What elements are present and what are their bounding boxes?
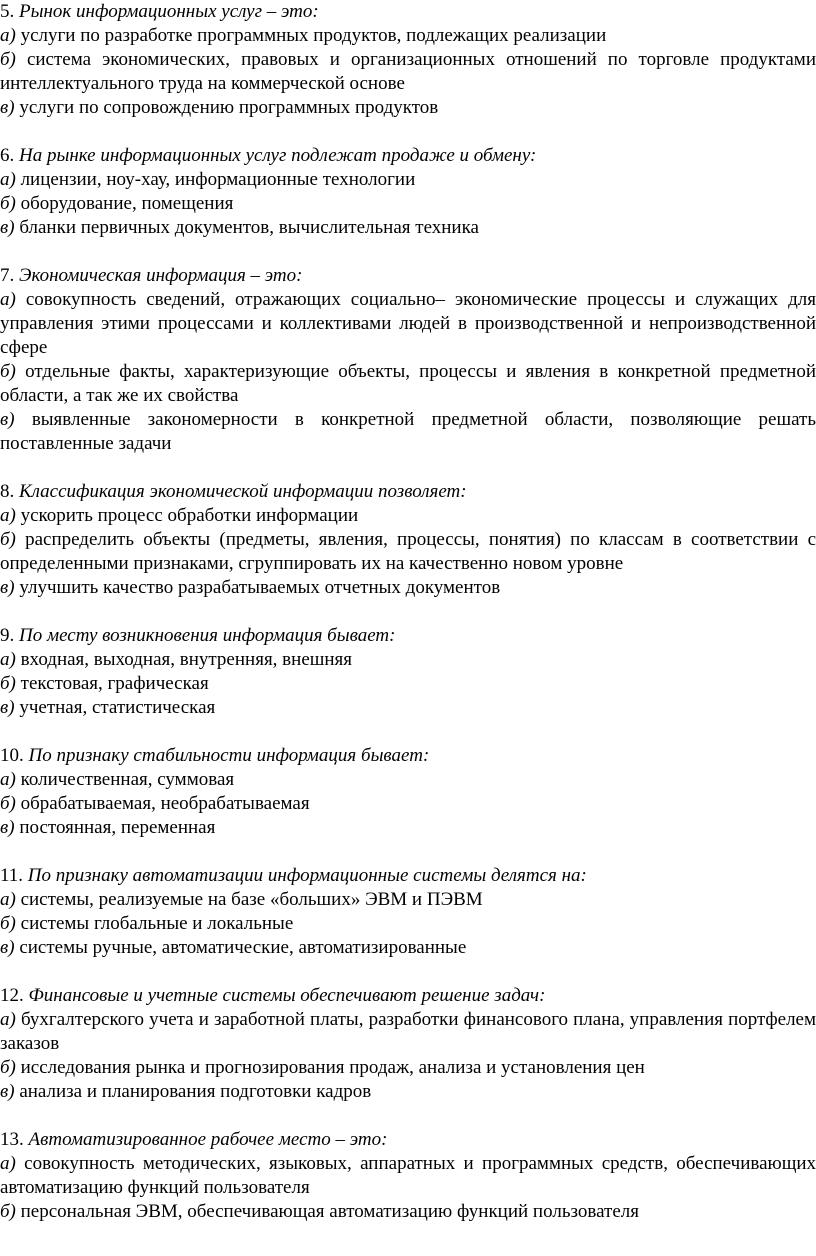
answer-text: улучшить качество разрабатываемых отчетных документов <box>19 577 501 598</box>
question-heading <box>0 984 816 1008</box>
question-11 <box>0 864 816 960</box>
answer-text: распределить объекты (предметы, явления, процессы, понятия) по классам в соответствии с определенными признаками, сгруппировать их на качественно новом уровне <box>0 529 816 574</box>
answer-option-c <box>0 816 816 840</box>
answer-letter: а) <box>0 1153 16 1174</box>
answer-text: системы ручные, автоматические, автоматизированные <box>19 937 467 958</box>
question-heading <box>0 1128 816 1152</box>
answer-letter: а) <box>0 289 16 310</box>
answer-option-b <box>0 528 816 576</box>
question-13 <box>0 1128 816 1224</box>
question-heading <box>0 264 816 288</box>
answer-letter: б) <box>0 193 16 214</box>
question-title: Автоматизированное рабочее место – это: <box>28 1129 388 1150</box>
answer-letter: а) <box>0 25 16 46</box>
question-title: Классификация экономической информации позволяет: <box>19 481 467 502</box>
question-8 <box>0 480 816 600</box>
answer-option-b <box>0 1200 816 1224</box>
answer-text: бланки первичных документов, вычислительная техника <box>19 217 479 238</box>
answer-text: услуги по сопровождению программных продуктов <box>19 97 439 118</box>
answer-option-c <box>0 1080 816 1104</box>
answer-text: оборудование, помещения <box>20 193 234 214</box>
answer-option-a <box>0 24 816 48</box>
question-12 <box>0 984 816 1104</box>
answer-option-a <box>0 288 816 360</box>
answer-option-a <box>0 1152 816 1200</box>
answer-letter: б) <box>0 361 16 382</box>
question-6 <box>0 144 816 240</box>
answer-letter: в) <box>0 697 15 718</box>
answer-option-c <box>0 936 816 960</box>
answer-option-a <box>0 888 816 912</box>
answer-option-b <box>0 1056 816 1080</box>
question-number: 5. <box>0 1 15 22</box>
question-number: 11. <box>0 865 24 886</box>
answer-letter: в) <box>0 577 15 598</box>
question-number: 10. <box>0 745 24 766</box>
answer-letter: в) <box>0 817 15 838</box>
question-10 <box>0 744 816 840</box>
answer-letter: а) <box>0 505 16 526</box>
question-title: Экономическая информация – это: <box>19 265 303 286</box>
answer-letter: а) <box>0 169 16 190</box>
answer-option-c <box>0 216 816 240</box>
answer-text: совокупность сведений, отражающих социально– экономические процессы и служащих для управления этими процессами и коллективами людей в производственной и непроизводственной сфере <box>0 289 816 358</box>
answer-letter: б) <box>0 529 16 550</box>
question-title: Рынок информационных услуг – это: <box>19 1 319 22</box>
question-5 <box>0 0 816 120</box>
answer-option-b <box>0 48 816 96</box>
answer-text: бухгалтерского учета и заработной платы, разработки финансового плана, управления портфелем заказов <box>0 1009 816 1054</box>
answer-option-b <box>0 912 816 936</box>
answer-letter: б) <box>0 1057 16 1078</box>
answer-text: персональная ЭВМ, обеспечивающая автоматизацию функций пользователя <box>20 1201 640 1222</box>
question-number: 13. <box>0 1129 24 1150</box>
question-heading <box>0 144 816 168</box>
question-9 <box>0 624 816 720</box>
answer-letter: а) <box>0 1009 16 1030</box>
question-number: 12. <box>0 985 24 1006</box>
answer-option-b <box>0 360 816 408</box>
answer-letter: в) <box>0 217 15 238</box>
answer-letter: б) <box>0 793 16 814</box>
question-heading <box>0 624 816 648</box>
answer-option-c <box>0 696 816 720</box>
answer-letter: а) <box>0 649 16 670</box>
answer-option-c <box>0 576 816 600</box>
answer-text: системы глобальные и локальные <box>20 913 294 934</box>
answer-option-a <box>0 648 816 672</box>
answer-letter: в) <box>0 409 15 430</box>
answer-option-c <box>0 408 816 456</box>
question-heading <box>0 480 816 504</box>
answer-letter: а) <box>0 889 16 910</box>
answer-option-b <box>0 192 816 216</box>
answer-text: постоянная, переменная <box>19 817 216 838</box>
answer-text: выявленные закономерности в конкретной предметной области, позволяющие решать поставленные задачи <box>0 409 816 454</box>
question-number: 6. <box>0 145 15 166</box>
answer-text: системы, реализуемые на базе «больших» ЭВМ и ПЭВМ <box>20 889 483 910</box>
answer-letter: в) <box>0 97 15 118</box>
answer-text: услуги по разработке программных продуктов, подлежащих реализации <box>20 25 607 46</box>
question-number: 8. <box>0 481 15 502</box>
answer-text: исследования рынка и прогнозирования продаж, анализа и установления цен <box>20 1057 645 1078</box>
question-title: На рынке информационных услуг подлежат продаже и обмену: <box>19 145 537 166</box>
answer-letter: в) <box>0 937 15 958</box>
question-number: 7. <box>0 265 15 286</box>
answer-text: отдельные факты, характеризующие объекты, процессы и явления в конкретной предметной области, а так же их свойства <box>0 361 816 406</box>
answer-text: текстовая, графическая <box>20 673 209 694</box>
answer-letter: а) <box>0 769 16 790</box>
answer-text: ускорить процесс обработки информации <box>20 505 359 526</box>
answer-text: учетная, статистическая <box>19 697 216 718</box>
answer-letter: б) <box>0 49 16 70</box>
answer-text: входная, выходная, внутренняя, внешняя <box>20 649 353 670</box>
answer-option-b <box>0 792 816 816</box>
question-7 <box>0 264 816 456</box>
question-title: По признаку стабильности информация бывает: <box>28 745 430 766</box>
question-number: 9. <box>0 625 15 646</box>
answer-option-a <box>0 1008 816 1056</box>
answer-option-b <box>0 672 816 696</box>
answer-option-a <box>0 504 816 528</box>
answer-letter: в) <box>0 1081 15 1102</box>
question-title: По признаку автоматизации информационные системы делятся на: <box>27 865 587 886</box>
question-heading <box>0 0 816 24</box>
question-heading <box>0 864 816 888</box>
answer-letter: б) <box>0 1201 16 1222</box>
answer-text: обрабатываемая, необрабатываемая <box>20 793 310 814</box>
answer-text: совокупность методических, языковых, аппаратных и программных средств, обеспечивающих автоматизацию функций пользователя <box>0 1153 816 1198</box>
question-title: Финансовые и учетные системы обеспечивают решение задач: <box>28 985 546 1006</box>
answer-option-c <box>0 96 816 120</box>
answer-text: система экономических, правовых и организационных отношений по торговле продуктами интеллектуального труда на коммерческой основе <box>0 49 816 94</box>
question-title: По месту возникновения информация бывает: <box>19 625 396 646</box>
answer-option-a <box>0 168 816 192</box>
answer-text: анализа и планирования подготовки кадров <box>19 1081 372 1102</box>
answer-letter: б) <box>0 913 16 934</box>
answer-option-a <box>0 768 816 792</box>
answer-text: количественная, суммовая <box>20 769 235 790</box>
answer-text: лицензии, ноу-хау, информационные технологии <box>20 169 416 190</box>
question-heading <box>0 744 816 768</box>
answer-letter: б) <box>0 673 16 694</box>
